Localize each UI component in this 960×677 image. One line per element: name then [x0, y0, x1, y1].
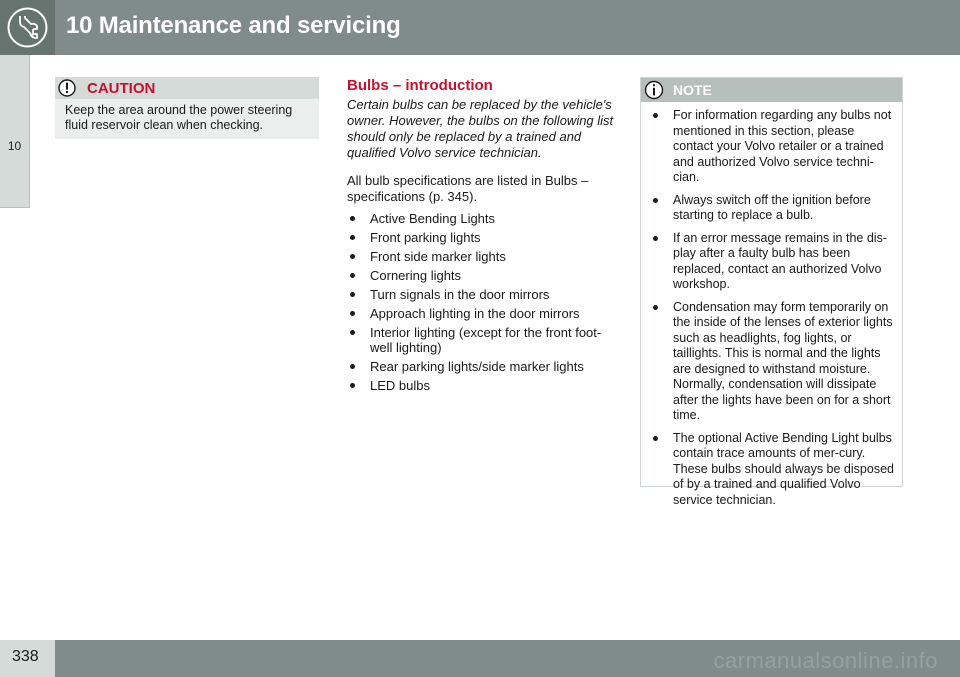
- list-item: If an error message remains in the dis-play after a faulty bulb has been replaced, contact an authorized Volvo workshop.: [641, 231, 902, 293]
- list-item: Interior lighting (except for the front foot-well lighting): [347, 325, 619, 355]
- list-item: Cornering lights: [347, 268, 619, 283]
- wrench-icon: [6, 6, 49, 49]
- list-item: Front parking lights: [347, 230, 619, 245]
- spec-reference: All bulb specifications are listed in Bulbs – specifications (p. 345).: [347, 173, 589, 204]
- list-item: Active Bending Lights: [347, 211, 619, 226]
- caution-title: CAUTION: [87, 80, 156, 97]
- chapter-tab-label: 10: [7, 139, 22, 153]
- chapter-tab: [0, 55, 30, 208]
- note-header: [641, 78, 902, 102]
- list-item: For information regarding any bulbs not mentioned in this section, please contact your Volvo retailer or a trained and authorized Volvo service techni-cian.: [641, 108, 902, 186]
- chapter-icon-box: [0, 0, 55, 55]
- info-icon: [644, 80, 664, 100]
- page-number-box: [0, 640, 55, 677]
- warning-icon: [58, 79, 76, 97]
- note-title: NOTE: [673, 82, 712, 98]
- page-number: 338: [12, 648, 39, 665]
- note-list: [641, 108, 902, 508]
- page-title: 10 Maintenance and servicing: [66, 12, 401, 39]
- list-item: Condensation may form temporarily on the inside of the lenses of exterior lights such as headlights, fog lights, or taillights. This is normal and the lights are designed to withstand moisture. Normally, condensation will dissipate after the lights have been on for a short time.: [641, 300, 902, 424]
- bulbs-section: [347, 77, 619, 397]
- list-item: Rear parking lights/side marker lights: [347, 359, 619, 374]
- list-item: The optional Active Bending Light bulbs contain trace amounts of mer-cury. These bulbs should always be disposed of by a trained and qualified Volvo service technician.: [641, 431, 902, 509]
- section-heading: Bulbs – introduction: [347, 77, 493, 94]
- list-item: Turn signals in the door mirrors: [347, 287, 619, 302]
- watermark: carmanualsonline.info: [713, 648, 938, 673]
- caution-box: [55, 77, 319, 139]
- caution-header: [55, 77, 319, 99]
- list-item: Front side marker lights: [347, 249, 619, 264]
- list-item: Always switch off the ignition before starting to replace a bulb.: [641, 193, 902, 224]
- caution-text: Keep the area around the power steering fluid reservoir clean when checking.: [65, 103, 293, 132]
- list-item: Approach lighting in the door mirrors: [347, 306, 619, 321]
- bulb-list: [347, 211, 619, 393]
- note-box: [640, 77, 903, 507]
- list-item: LED bulbs: [347, 378, 619, 393]
- section-intro: Certain bulbs can be replaced by the vehicle's owner. However, the bulbs on the following list should only be replaced by a trained and qualified Volvo service technician.: [347, 97, 614, 160]
- page-footer: [0, 640, 960, 677]
- page-header: [0, 0, 960, 55]
